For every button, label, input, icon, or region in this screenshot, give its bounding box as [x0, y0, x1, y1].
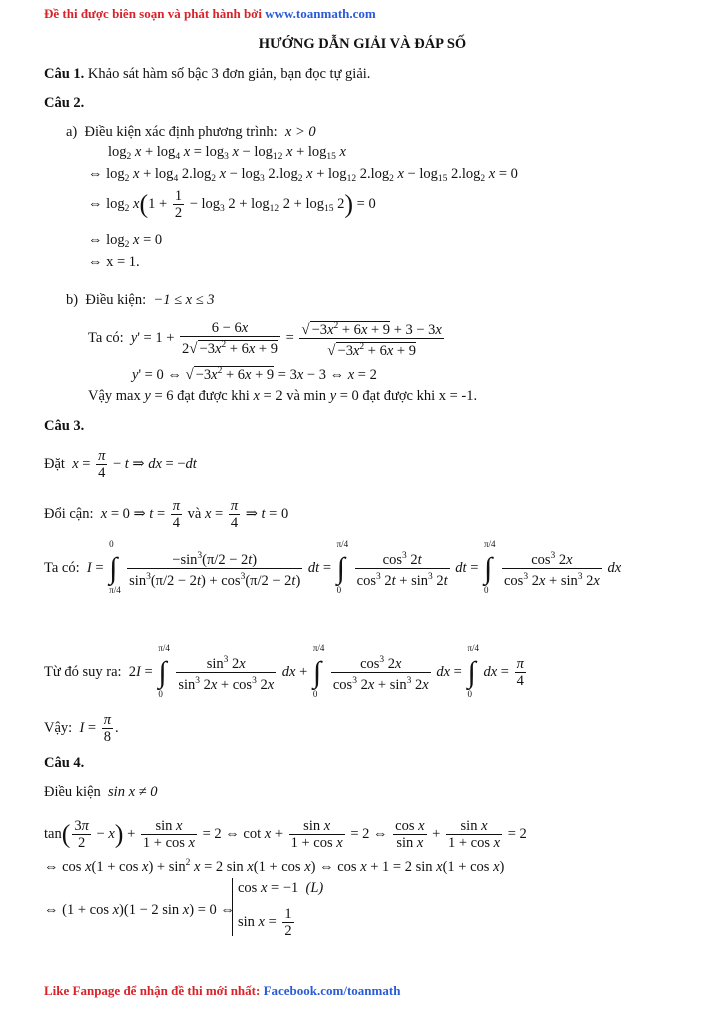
cau3-doican: Đổi cận:	[44, 505, 94, 522]
page-footer	[44, 983, 400, 999]
cau3-sum: Từ đó suy ra: 2I = π/4 ∫ 0 $\frac{\sin^3 2x}{\sin^3 2x + \cos^3 2x}$ dx + π/4 ∫ 0 $\frac{\cos^3 2x}{\cos^3 2x + \sin^3 2x}$ dx = π/4 ∫ 0 dx = $\frac{\pi}{4}$	[44, 642, 524, 699]
cau4-eq1: tan( $\frac{3\pi}{2}$ − x) + $\frac{\text{sin x}}{\text{1 + cos x}}$ = 2 ⇔ cot x + $\frac{\text{sin x}}{\text{1 + cos x}}$ = 2 ⇔ $\frac{\text{cos x}}{\text{sin x}}$ + $\frac{\text{sin x}}{\text{1 + cos x}}$ = 2	[44, 818, 527, 851]
cau1	[44, 66, 370, 83]
cau2-b-conclusion: Vậy max y = 6 đạt được khi x = 2 và min y = 0 đạt được khi x = -1.	[88, 388, 478, 404]
cau2-b-cond: −1 ≤ x ≤ 3	[153, 292, 215, 308]
cau4-case-bracket	[232, 878, 233, 936]
cau4-condition	[44, 784, 157, 801]
cau2-a-cond: x > 0	[284, 124, 316, 140]
cau3-substitution: Đặt x = $\frac{\pi}{4}$ − t ⇒ dx = −dt	[44, 448, 197, 481]
footer-site-link[interactable]: Facebook.com/toanmath	[263, 983, 401, 998]
cau2-label: Câu 2.	[44, 95, 85, 111]
cau2-b-text: Điều kiện:	[85, 292, 147, 308]
cau4-dieukien: Điều kiện	[44, 784, 101, 800]
footer-text: Like Fanpage để nhận đề thi mới nhất:	[44, 983, 264, 998]
cau4-case1: cos x = −1 (L)	[238, 880, 324, 896]
cau3-bounds: Đổi cận: x = 0 ⇒ t = $\frac{\pi}{4}$ và x = $\frac{\pi}{4}$ ⇒ t = 0	[44, 498, 289, 531]
cau2-b-conc-mid: = 6 đạt được khi	[150, 388, 254, 404]
cau4-cond: sin x ≠ 0	[108, 784, 158, 800]
cau3-tudo: Từ đó suy ra:	[44, 663, 122, 680]
cau3-label: Câu 3.	[44, 418, 85, 434]
cau3-va: và	[187, 505, 202, 522]
cau2-a-condition	[66, 124, 316, 141]
cau2-b-conc-mid2: = 2 và min	[259, 388, 330, 404]
cau3-taco: Ta có:	[44, 559, 80, 576]
cau3-dat: Đặt	[44, 455, 65, 472]
cau2-b-conc-end: = 0 đạt được khi x = -1.	[336, 388, 478, 404]
cau4-case1-note: (L)	[305, 880, 324, 896]
cau2-a-eq4-text: ⇔ log	[88, 232, 125, 248]
cau1-text: Khảo sát hàm số bậc 3 đơn giản, bạn đọc tự giải.	[84, 66, 371, 82]
cau2-a-text: Điều kiện xác định phương trình:	[84, 124, 278, 140]
cau2-a-eq4: ⇔ $\log_2 x = 0$	[88, 232, 163, 250]
cau2-b-conc-pre: Vậy max	[88, 388, 141, 404]
cau2-a-eq1: $\log_2 x + \log_4 x = \log_3 x - \log_{12} x + \log_{15} x$	[108, 144, 346, 162]
cau2-a-eq5: ⇔ x = 1.	[88, 254, 140, 270]
cau2-b-condition	[66, 292, 215, 309]
cau2-b-taco: Ta có:	[88, 329, 124, 346]
cau4-label: Câu 4.	[44, 755, 85, 771]
page-title: HƯỚNG DẪN GIẢI VÀ ĐÁP SỐ	[258, 36, 467, 52]
cau1-label: Câu 1.	[44, 66, 85, 82]
page-header	[44, 6, 376, 22]
header-text: Đề thi được biên soạn và phát hành bởi	[44, 6, 266, 21]
cau3-vay: Vậy:	[44, 719, 73, 736]
cau2-a-label: a)	[66, 124, 78, 140]
cau3-integral: Ta có: I = 0 ∫ π/4 $\frac{-\sin^3(\pi/2 - 2t)}{\sin^3(\pi/2 - 2t) + \cos^3(\pi/2 - 2t)}$ dt = π/4 ∫ 0 $\frac{\cos^3 2t}{\cos^3 2t + \sin^3 2t}$ dt = π/4 ∫ 0 $\frac{\cos^3 2x}{\cos^3 2x + \sin^3 2x}$ dx	[44, 538, 622, 595]
cau4-eq2: ⇔ $\cos x(1 + \cos x) + \sin^2 x = 2$ sin x(1 + cos x) ⇔ cos x + 1 = 2 sin x(1 + cos x)	[44, 858, 505, 875]
cau2-b-label: b)	[66, 292, 79, 308]
cau4-eq3: ⇔ (1 + cos x)(1 − 2 sin x) = 0 ⇔	[44, 902, 235, 918]
cau2-b-derivative: Ta có: y' = 1 + $\frac{6 - 6x}{2√ -3x^2 + 6x + 9}$ = $\frac{√ -3x^2 + 6x + 9 + 3 - 3x}{√ -3x^2 + 6x + 9}$	[88, 320, 442, 359]
cau4-case2: sin x = $\frac{1}{2}$	[238, 906, 292, 939]
cau2-b-zero: y' = 0 ⇔ √ $-3x^2 + 6x + 9 = 3x - 3$ ⇔ x = 2	[132, 366, 377, 383]
header-site-link[interactable]: www.toanmath.com	[265, 6, 376, 21]
cau2-a-eq2: ⇔ $\log_2 x + \log_4 2.\log_2$ $x - \log_3 2.\log_2$ $x + \log_{12} 2.\log_2$ $x - \log_{15} 2.\log_2$ x = 0	[88, 166, 518, 184]
cau3-result: Vậy: I = $\frac{\pi}{8}$ .	[44, 712, 119, 745]
cau2-a-eq3: ⇔ $\log_2 x(1$ + $\frac{1}{2}$ − $\log_3 2 + \log_{12} 2 + \log_{15} 2) = 0$	[88, 188, 376, 221]
